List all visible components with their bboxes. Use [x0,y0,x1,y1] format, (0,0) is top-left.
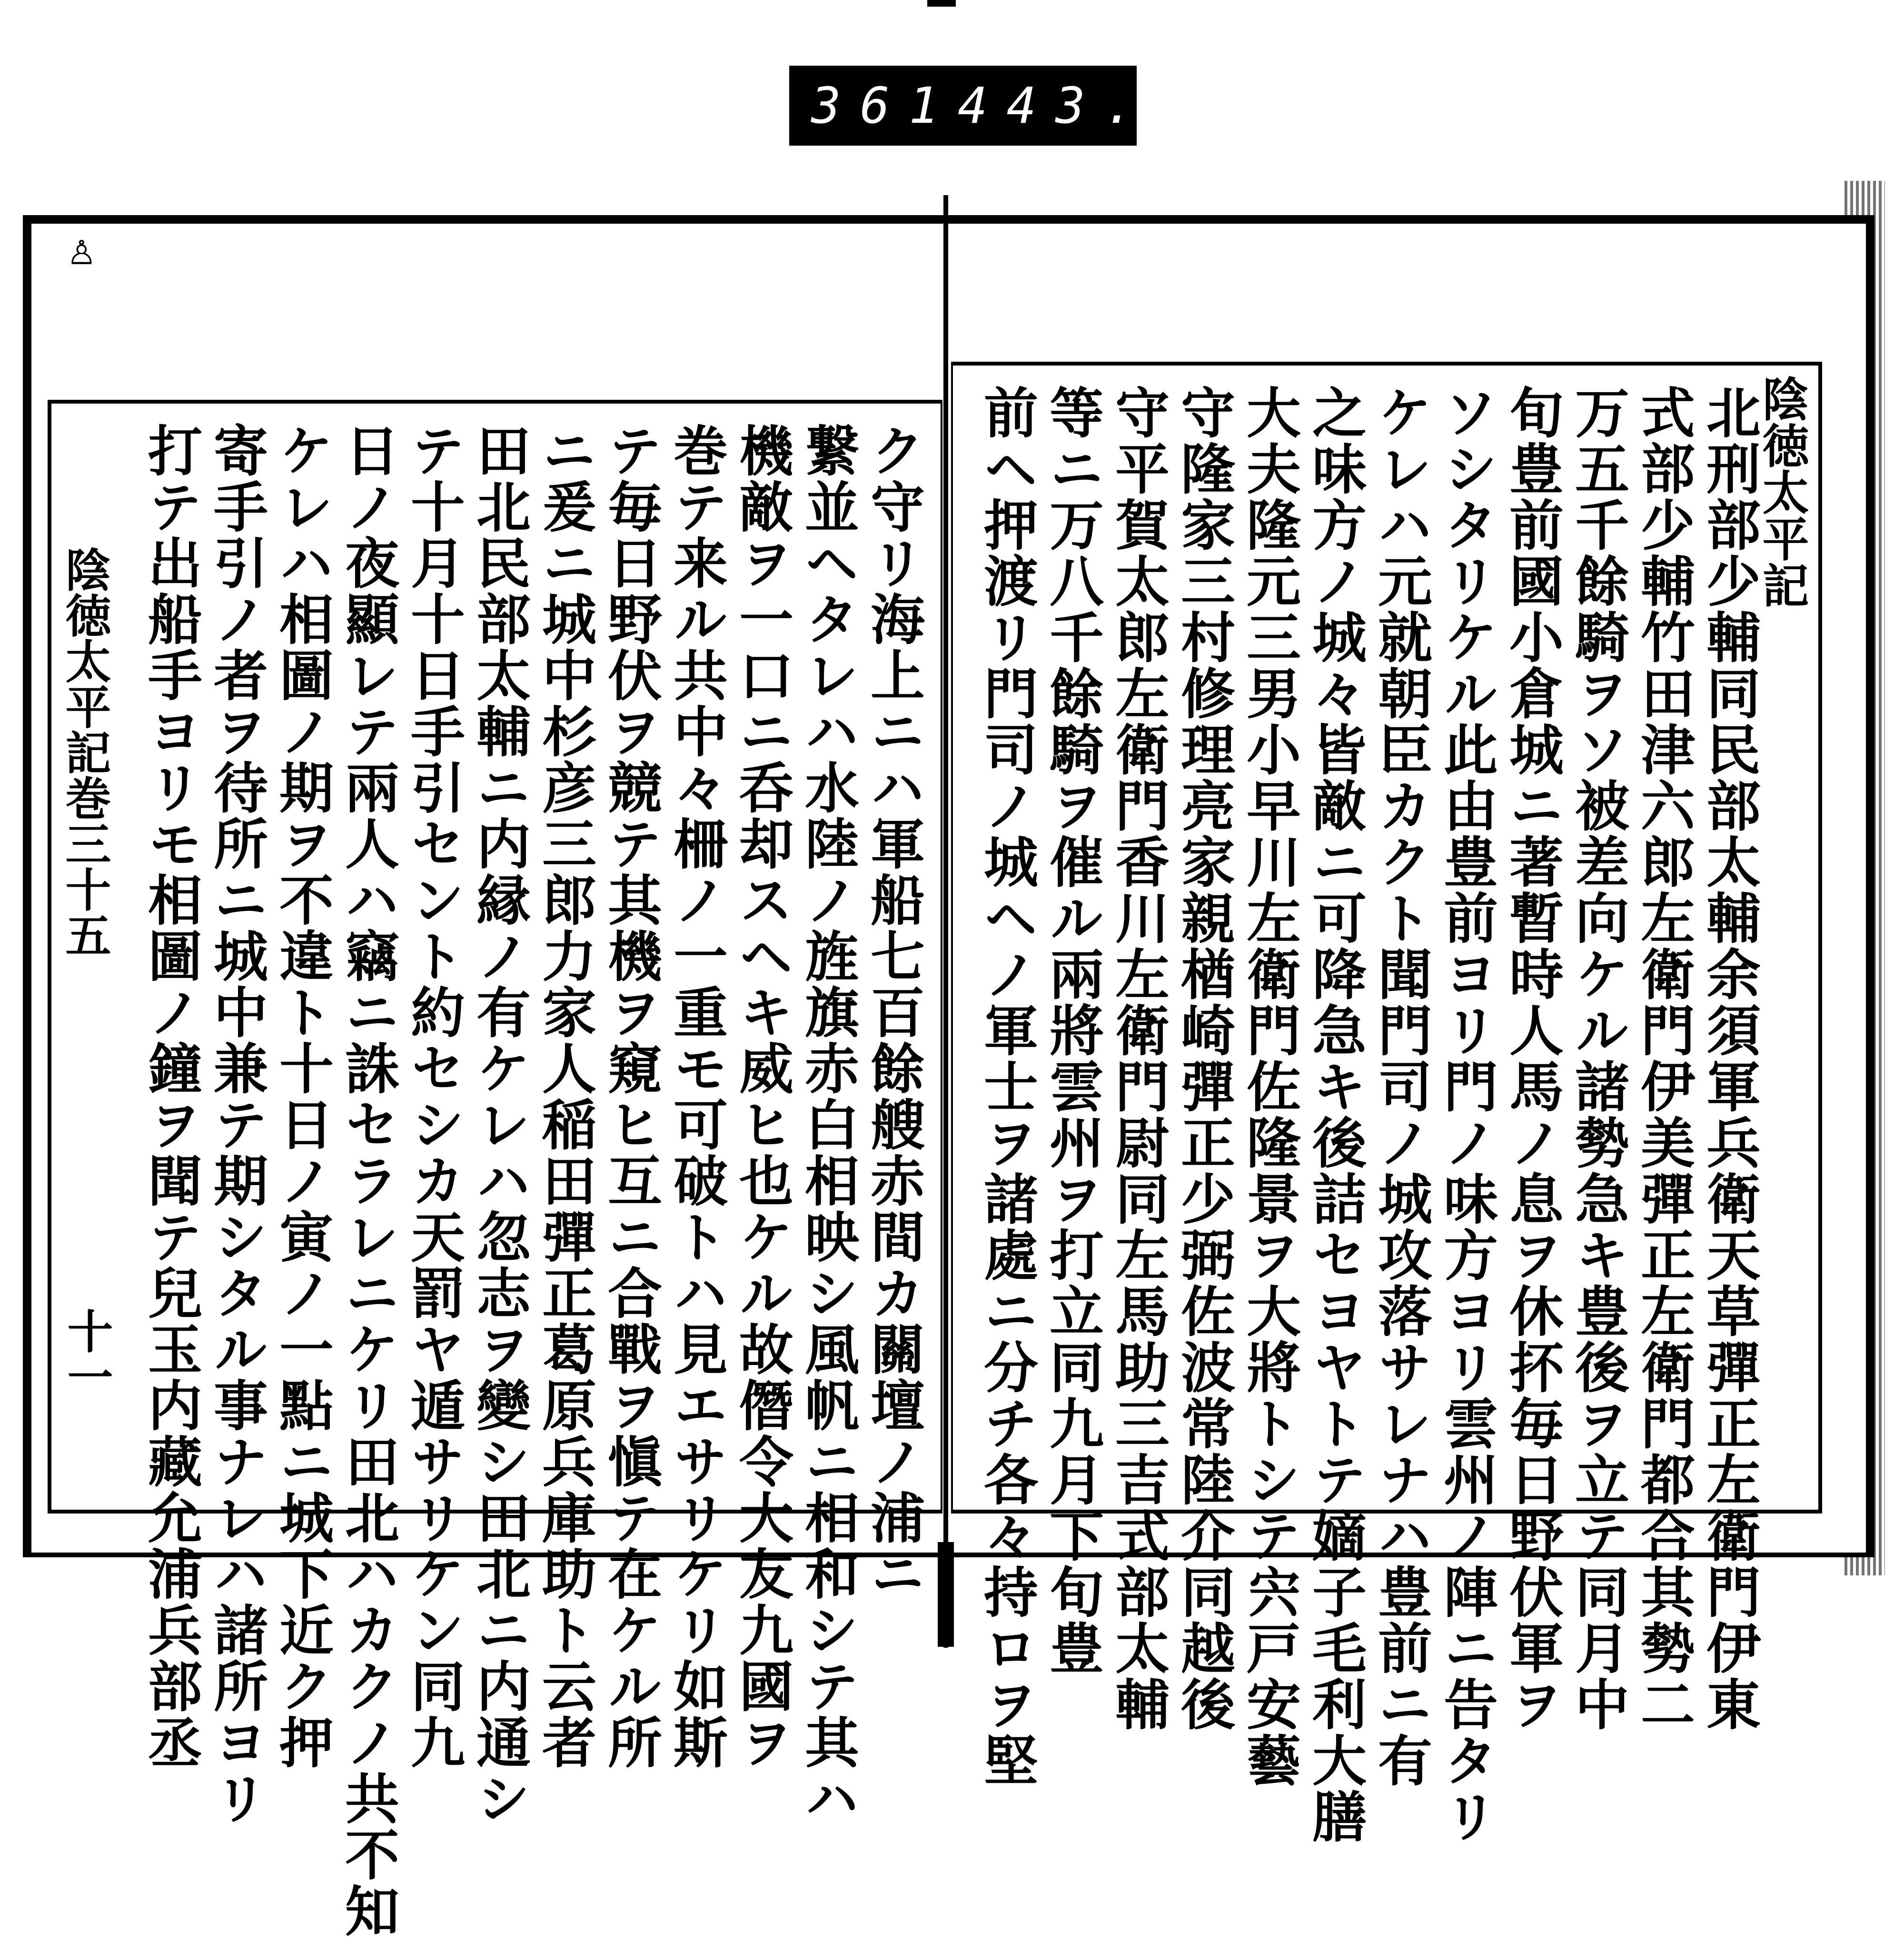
left-col-12: 打テ出船手ヨリモ相圖ノ鐘ヲ聞テ兒玉内藏允浦兵部丞 [139,423,203,1771]
right-col-3: 万五千餘騎ヲソ被差向ケル諸勢急キ豊後ヲ立テ同月中 [1566,385,1630,1732]
left-col-4: 巻テ来ル共中々柵ノ一重モ可破トハ見エサリケリ如斯 [664,423,728,1771]
right-col-1: 北刑部少輔同民部太輔余須軍兵衛天草彈正左衛門伊東 [1697,385,1761,1732]
folio-number: 十一 [60,1308,114,1399]
left-col-9: 日ノ夜顯レテ兩人ハ竊ニ誅セラレニケリ田北ハカクノ共不知 [336,423,400,1939]
left-col-1: ク守リ海上ニハ軍船七百餘艘赤間カ關壇ノ浦ニ [862,423,925,1602]
left-col-6: ニ爰ニ城中杉彦三郎力家人稲田彈正葛原兵庫助ト云者 [533,423,597,1771]
right-col-8: 大夫隆元三男小早川左衛門佐隆景ヲ大將トシテ宍戸安藝 [1238,385,1301,1789]
left-col-2: 繋並ヘタレハ水陸ノ旌旗赤白相映シ風帆ニ相和シテ其ハ [796,423,860,1827]
ink-blot-mark: ♙ [67,233,97,272]
right-col-10: 守平賀太郎左衛門香川左衛門尉同左馬助三吉式部太輔 [1106,385,1170,1732]
right-col-5: ソシタリケル此由豊前ヨリ門ノ味方ヨリ雲州ノ陣ニ告タリ [1435,385,1498,1845]
left-col-8: テ十月十日手引セント約セシカ天罰ヤ遁サリケン同九 [402,423,466,1771]
left-col-3: 機敵ヲ一口ニ呑却スヘキ威ヒ也ケル故僭令大友九國ヲ [730,423,794,1771]
running-head: 陰徳太平記 [1755,375,1809,608]
margin-title: 陰徳太平記巻三十五 [58,546,112,958]
right-col-6: ケレハ元就朝臣カクト聞門司ノ城攻落サレナハ豊前ニ有 [1369,385,1433,1789]
gutter-thread [938,1542,954,1647]
right-col-12: 前ヘ押渡リ門司ノ城ヘノ軍士ヲ諸處ニ分チ各々持ロヲ堅 [975,385,1039,1789]
right-col-4: 旬豊前國小倉城ニ著暫時人馬ノ息ヲ休抔毎日野伏軍ヲ [1500,385,1564,1732]
call-number-right: 443. [957,77,1153,135]
call-number-left: 361 [811,77,958,135]
left-page [48,400,942,1939]
right-col-7: 之味方ノ城々皆敵ニ可降急キ後詰セヨヤトテ嫡子毛利大膳 [1303,385,1367,1845]
right-page [951,362,1822,1845]
right-col-11: 等ニ万八千餘騎ヲ催ル兩將雲州ヲ打立同九月下旬豊 [1041,385,1104,1676]
top-edge-mark [927,0,956,7]
left-col-5: テ毎日野伏ヲ競テ其機ヲ窺ヒ互ニ合戰ヲ愼テ在ケル所 [599,423,663,1771]
right-col-9: 守隆家三村修理亮家親楢崎彈正少弼佐波常陸介同越後 [1172,385,1236,1732]
book-gutter [943,195,948,1648]
left-col-11: 寄手引ノ者ヲ待所ニ城中兼テ期シタル事ナレハ諸所ヨリ [205,423,268,1827]
left-col-7: 田北民部太輔ニ内縁ノ有ケレハ忽志ヲ變シ田北ニ内通シ [467,423,531,1827]
left-col-10: ケレハ相圖ノ期ヲ不違ト十日ノ寅ノ一點ニ城下近ク押 [270,423,334,1771]
right-col-2: 式部少輔竹田津六郎左衛門伊美彈正左衛門都合其勢二 [1632,385,1696,1732]
call-number-label [789,66,1153,146]
